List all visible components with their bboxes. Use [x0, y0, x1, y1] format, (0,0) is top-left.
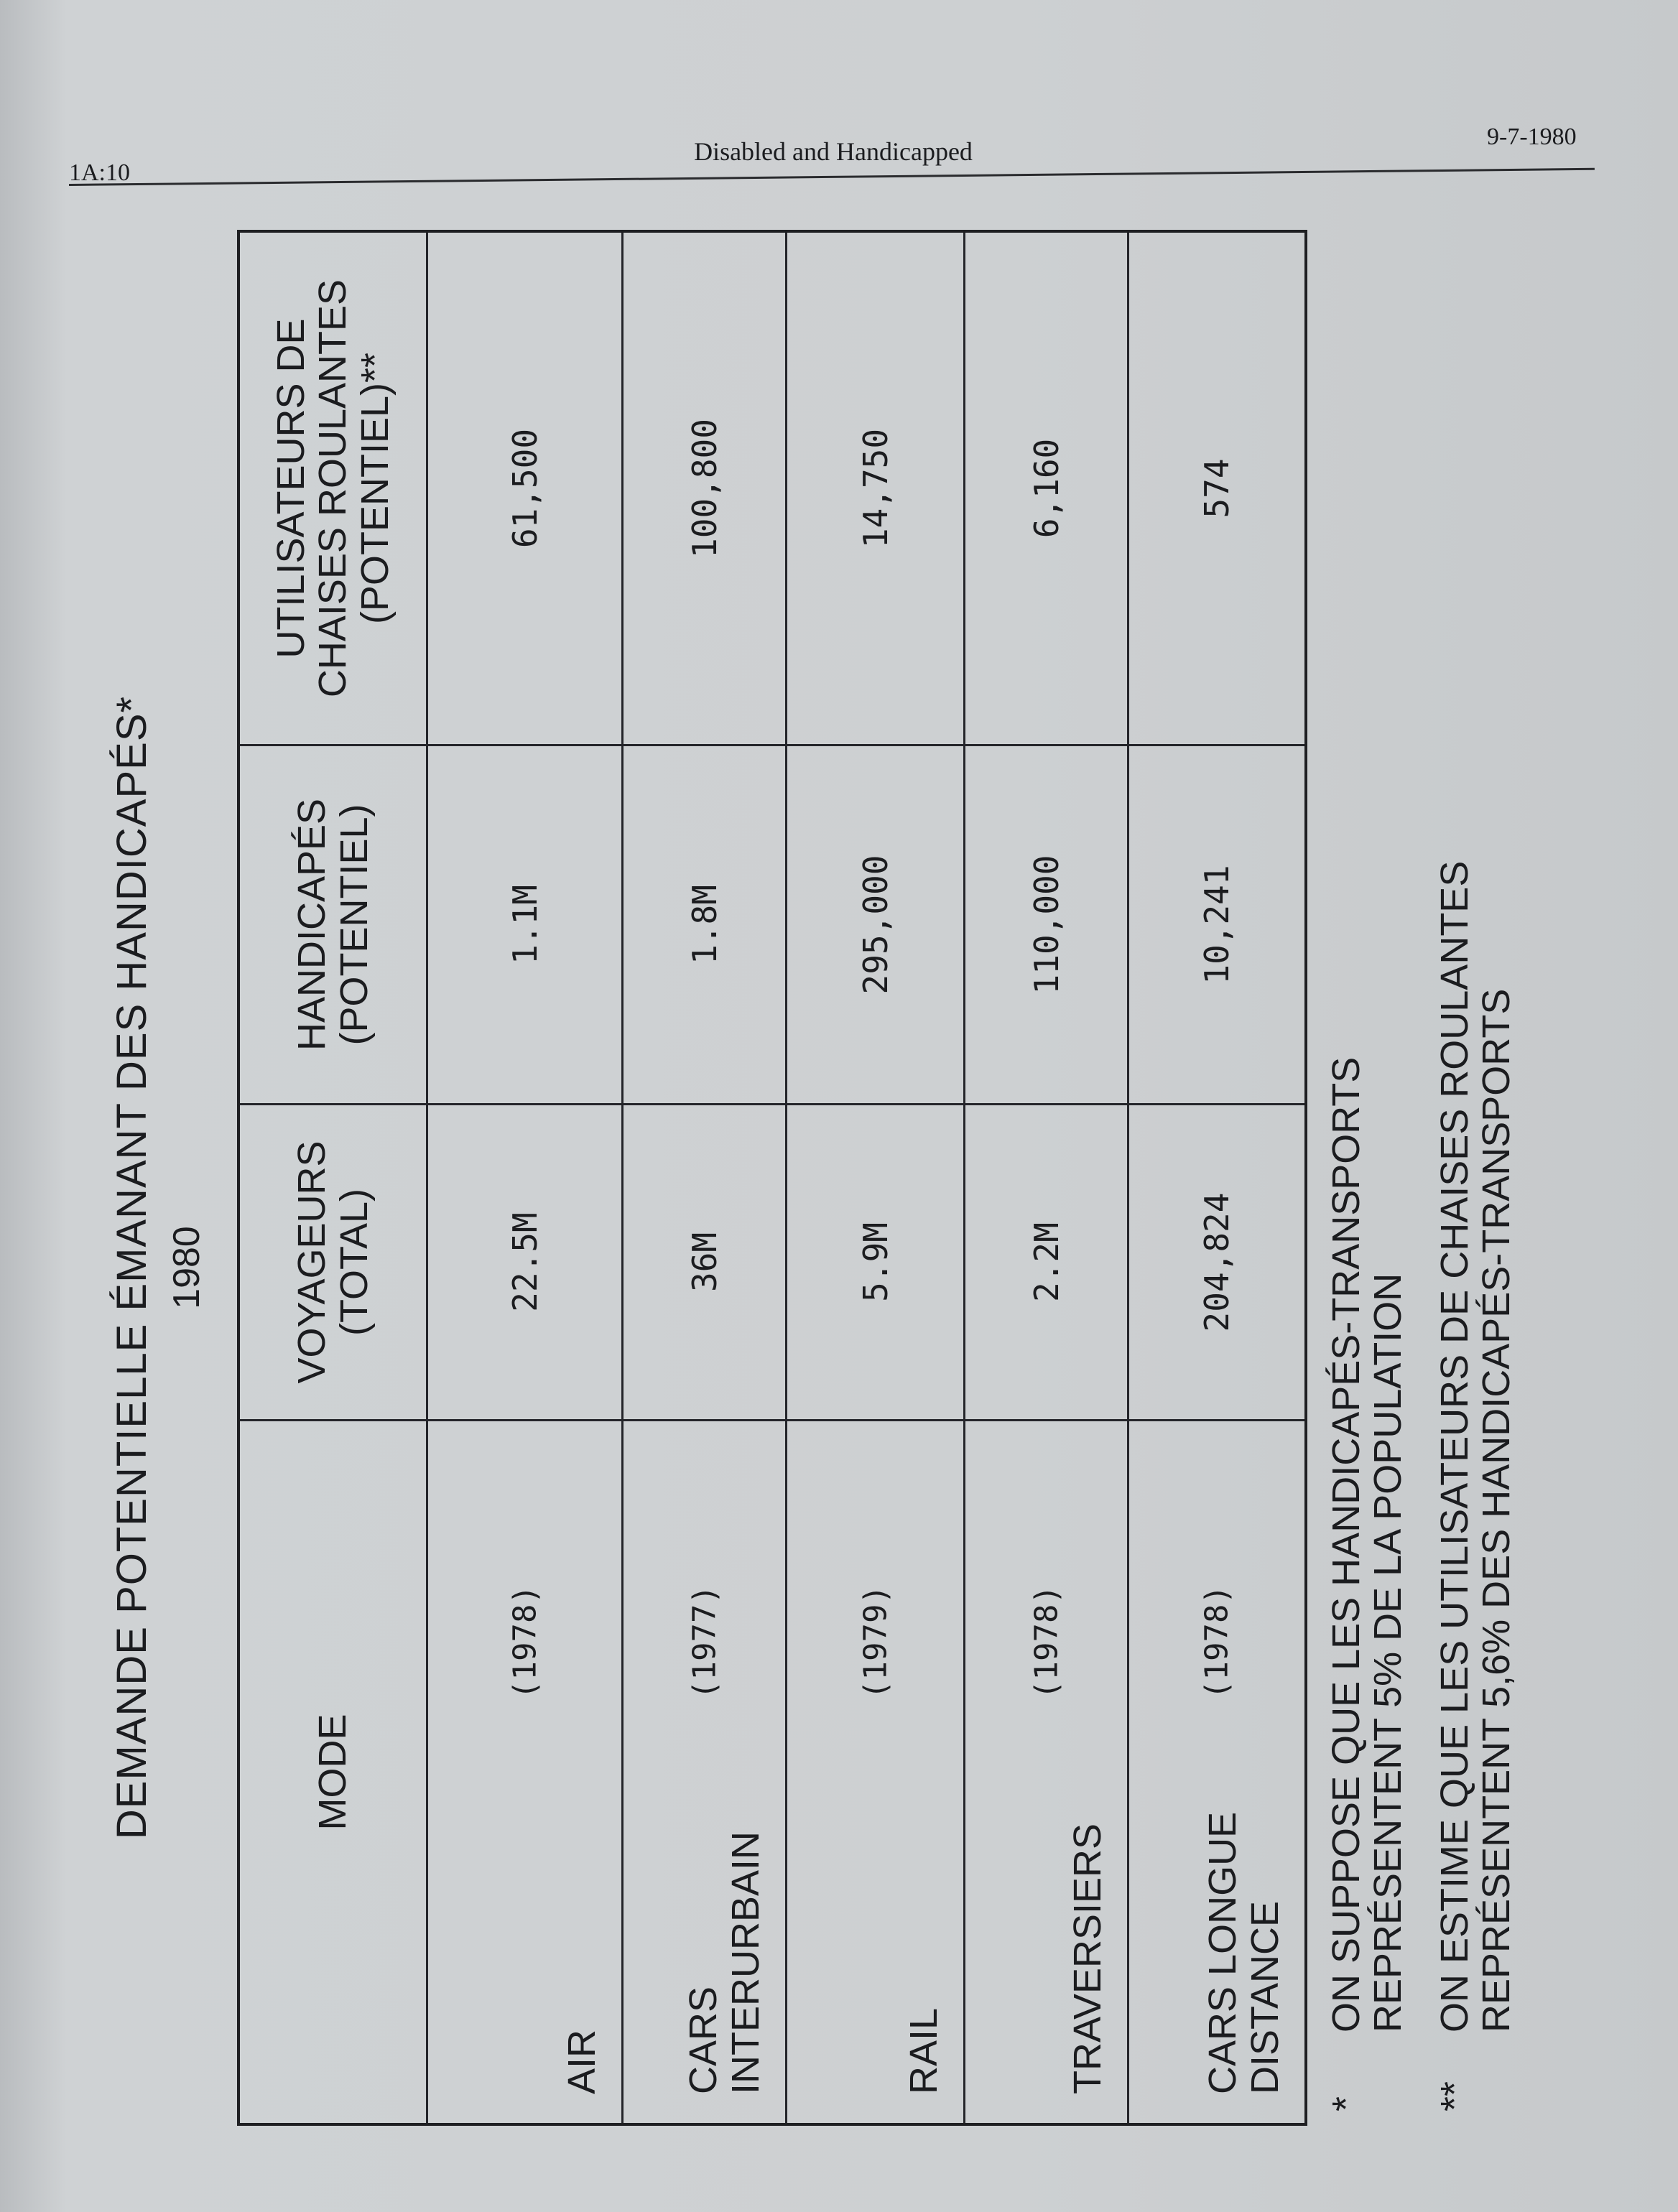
row-traversiers-mode [965, 1419, 1129, 2123]
mode-name [903, 2008, 945, 2094]
row-cars-interurbain-utilisateurs: 100,800 [624, 233, 787, 744]
mode-year: (1978) [1028, 1585, 1065, 1699]
mode-year: (1978) [506, 1585, 543, 1699]
footnote-line2: REPRÉSENTENT 5% DE LA POPULATION [1366, 1273, 1410, 2032]
footnote-text [1434, 861, 1518, 2032]
header-handicapes [240, 744, 428, 1103]
footnote-line1: ON ESTIME QUE LES UTILISATEURS DE CHAISES ROULANTES [1432, 860, 1476, 2032]
row-traversiers-voyageurs: 2.2M [965, 1103, 1129, 1419]
row-air-mode [428, 1419, 624, 2123]
footnote-marker: * [1325, 2096, 1368, 2111]
mode-name [1067, 1823, 1108, 2094]
row-cars-interurbain-handicapes: 1.8M [624, 744, 787, 1103]
header-utilisateurs-line3: (POTENTIEL)** [353, 352, 397, 625]
document-year: 1980 [166, 1226, 208, 1309]
row-air-voyageurs: 22.5M [428, 1103, 624, 1419]
mode-name-line2: INTERURBAIN [723, 1831, 767, 2094]
page-reference: 1A:10 [69, 159, 130, 186]
header-mode-label: MODE [311, 1714, 355, 1831]
row-cars-longue-distance-mode [1129, 1419, 1304, 2123]
header-utilisateurs-line1: UTILISATEURS DE [269, 318, 313, 659]
row-rail-handicapes: 295,000 [787, 744, 965, 1103]
mode-name-line1: RAIL [901, 2007, 945, 2094]
running-header-title: Disabled and Handicapped [694, 137, 973, 166]
footnote-2 [1434, 316, 1518, 2111]
row-rail-utilisateurs: 14,750 [787, 233, 965, 744]
header-voyageurs-line2: (TOTAL) [332, 1189, 376, 1337]
footnotes [1325, 316, 1542, 2111]
demand-table [237, 230, 1307, 2126]
mode-name-line2: DISTANCE [1243, 1900, 1287, 2094]
document-title: DEMANDE POTENTIELLE ÉMANANT DES HANDICAPÉS* [108, 695, 155, 1840]
footnote-1 [1325, 316, 1409, 2111]
row-cars-interurbain-voyageurs: 36M [624, 1103, 787, 1419]
mode-name [561, 2030, 603, 2094]
row-air-handicapes: 1.1M [428, 744, 624, 1103]
header-date: 9-7-1980 [1487, 124, 1577, 150]
header-voyageurs-line1: VOYAGEURS [290, 1140, 334, 1384]
header-voyageurs [240, 1103, 428, 1419]
mode-year: (1978) [1198, 1585, 1236, 1699]
header-handicapes-line2: (POTENTIEL) [332, 804, 376, 1046]
row-cars-longue-distance-voyageurs: 204,824 [1129, 1103, 1304, 1419]
header-handicapes-line1: HANDICAPÉS [290, 798, 334, 1051]
row-cars-longue-distance-utilisateurs: 574 [1197, 458, 1236, 519]
row-traversiers-handicapes: 110,000 [965, 744, 1129, 1103]
row-rail-voyageurs: 5.9M [787, 1103, 965, 1419]
mode-name-line1: CARS LONGUE [1201, 1811, 1245, 2094]
mode-name-line1: AIR [560, 2029, 603, 2094]
header-utilisateurs-line2: CHAISES ROULANTES [311, 279, 355, 698]
mode-name-line1: CARS [682, 1986, 726, 2094]
rotated-content [93, 201, 1518, 2140]
row-traversiers-utilisateurs: 6,160 [965, 233, 1129, 744]
row-cars-interurbain-mode [624, 1419, 787, 2123]
header-mode [240, 1419, 428, 2123]
row-air-utilisateurs: 61,500 [428, 233, 624, 744]
footnote-line2: REPRÉSENTENT 5,6% DES HANDICAPÉS-TRANSPORTS [1474, 988, 1518, 2032]
mode-name [1202, 1812, 1286, 2094]
footnote-marker: ** [1432, 2081, 1476, 2111]
mode-name [682, 1831, 766, 2094]
header-utilisateurs [240, 233, 428, 744]
footnote-text [1325, 1057, 1409, 2032]
mode-year: (1977) [686, 1585, 723, 1699]
header-divider [69, 168, 1595, 186]
mode-name-line1: TRAVERSIERS [1065, 1823, 1109, 2094]
row-rail-mode [787, 1419, 965, 2123]
mode-year: (1979) [857, 1585, 894, 1699]
row-cars-longue-distance-handicapes: 10,241 [1129, 744, 1304, 1103]
footnote-line1: ON SUPPOSE QUE LES HANDICAPÉS-TRANSPORTS [1325, 1056, 1368, 2032]
